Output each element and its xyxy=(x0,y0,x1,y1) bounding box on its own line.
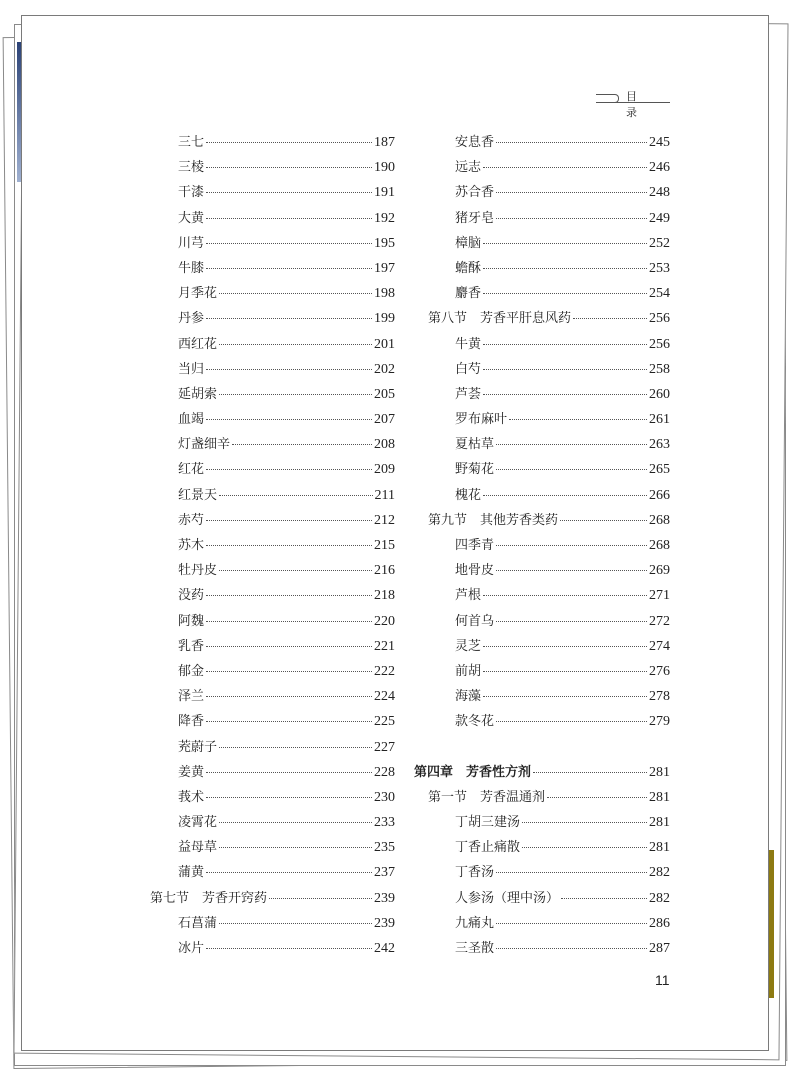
toc-item-entry[interactable] xyxy=(150,836,395,861)
dot-leader xyxy=(496,721,647,722)
dot-leader xyxy=(560,520,647,521)
toc-entry-title: 芦根 xyxy=(455,588,482,604)
toc-item-entry[interactable] xyxy=(150,685,395,710)
toc-entry-page: 211 xyxy=(374,487,395,503)
toc-entry-title: 延胡索 xyxy=(178,386,218,402)
toc-item-entry[interactable] xyxy=(150,232,395,257)
dot-leader xyxy=(206,469,372,470)
dot-leader xyxy=(232,444,372,445)
toc-entry-title: 樟脑 xyxy=(455,235,482,251)
toc-section-entry[interactable] xyxy=(414,786,670,811)
toc-entry-title: 郁金 xyxy=(178,663,205,679)
toc-entry-title: 何首乌 xyxy=(455,613,495,629)
toc-entry-page: 191 xyxy=(374,185,395,201)
toc-entry-page: 278 xyxy=(649,689,670,705)
toc-entry-page: 190 xyxy=(374,160,395,176)
toc-entry-title: 第一节 芳香温通剂 xyxy=(428,789,546,805)
dot-leader xyxy=(206,696,372,697)
toc-entry-title: 人参汤（理中汤） xyxy=(455,890,560,906)
toc-entry-title: 凌霄花 xyxy=(178,815,218,831)
dot-leader xyxy=(496,469,647,470)
toc-entry-page: 245 xyxy=(649,135,670,150)
dot-leader xyxy=(206,268,372,269)
toc-entry-page: 254 xyxy=(649,286,670,302)
toc-entry-page: 239 xyxy=(374,890,395,906)
toc-entry-page: 228 xyxy=(374,764,395,780)
toc-entry-page: 216 xyxy=(374,563,395,579)
toc-entry-page: 197 xyxy=(374,260,395,276)
toc-entry-page: 242 xyxy=(374,941,395,956)
toc-item-entry[interactable] xyxy=(150,333,395,358)
toc-entry-page: 281 xyxy=(649,764,670,780)
toc-entry-title: 第七节 芳香开窍药 xyxy=(150,890,268,906)
toc-entry-title: 第九节 其他芳香类药 xyxy=(428,512,559,528)
toc-entry-page: 207 xyxy=(374,412,395,428)
dot-leader xyxy=(496,142,647,143)
dot-leader xyxy=(206,243,372,244)
dot-leader xyxy=(206,948,372,949)
toc-entry-title: 地骨皮 xyxy=(455,563,495,579)
toc-item-entry[interactable] xyxy=(150,509,395,534)
toc-entry-title: 海藻 xyxy=(455,689,482,705)
toc-item-entry[interactable] xyxy=(150,912,395,937)
toc-spacer xyxy=(414,736,670,761)
dot-leader xyxy=(206,772,372,773)
toc-item-entry[interactable] xyxy=(150,736,395,761)
toc-entry-title: 安息香 xyxy=(455,135,495,150)
toc-entry-page: 246 xyxy=(649,160,670,176)
toc-item-entry[interactable] xyxy=(414,534,670,559)
dot-leader xyxy=(219,923,372,924)
toc-entry-title: 血竭 xyxy=(178,412,205,428)
toc-item-entry[interactable] xyxy=(414,484,670,509)
toc-entry-page: 205 xyxy=(374,386,395,402)
toc-entry-page: 195 xyxy=(374,235,395,251)
toc-item-entry[interactable] xyxy=(414,811,670,836)
toc-entry-page: 287 xyxy=(649,941,670,956)
toc-entry-title: 大黄 xyxy=(178,210,205,226)
toc-item-entry[interactable] xyxy=(150,257,395,282)
dot-leader xyxy=(483,243,647,244)
toc-entry-page: 202 xyxy=(374,361,395,377)
toc-item-entry[interactable] xyxy=(414,937,670,962)
toc-item-entry[interactable] xyxy=(414,358,670,383)
dot-leader xyxy=(219,747,372,748)
dot-leader xyxy=(522,847,647,848)
toc-entry-page: 260 xyxy=(649,386,670,402)
toc-entry-page: 282 xyxy=(649,865,670,881)
dot-leader xyxy=(496,948,647,949)
toc-entry-page: 212 xyxy=(374,512,395,528)
dot-leader xyxy=(483,495,647,496)
dot-leader xyxy=(483,369,647,370)
toc-entry-page: 258 xyxy=(649,361,670,377)
toc-entry-title: 牛黄 xyxy=(455,336,482,352)
toc-entry-page: 281 xyxy=(649,840,670,856)
dot-leader xyxy=(219,293,372,294)
dot-leader xyxy=(522,822,647,823)
toc-item-entry[interactable] xyxy=(150,156,395,181)
toc-entry-page: 198 xyxy=(374,286,395,302)
dot-leader xyxy=(496,192,647,193)
dot-leader xyxy=(496,218,647,219)
toc-item-entry[interactable] xyxy=(150,282,395,307)
toc-entry-title: 槐花 xyxy=(455,487,482,503)
toc-item-entry[interactable] xyxy=(414,181,670,206)
toc-entry-page: 187 xyxy=(374,135,395,150)
toc-entry-page: 265 xyxy=(649,462,670,478)
toc-entry-page: 230 xyxy=(374,789,395,805)
toc-entry-title: 冰片 xyxy=(178,941,205,956)
dot-leader xyxy=(219,570,372,571)
dot-leader xyxy=(219,344,372,345)
toc-entry-page: 268 xyxy=(649,538,670,553)
dot-leader xyxy=(483,167,647,168)
dot-leader xyxy=(206,520,372,521)
dot-leader xyxy=(496,444,647,445)
toc-section-entry[interactable] xyxy=(414,307,670,332)
toc-entry-title: 当归 xyxy=(178,361,205,377)
toc-item-entry[interactable] xyxy=(414,610,670,635)
dot-leader xyxy=(219,847,372,848)
toc-item-entry[interactable] xyxy=(150,433,395,458)
header-title: 目录 xyxy=(626,90,651,119)
toc-item-entry[interactable] xyxy=(150,307,395,332)
toc-item-entry[interactable] xyxy=(414,408,670,433)
toc-item-entry[interactable] xyxy=(150,383,395,408)
toc-item-entry[interactable] xyxy=(414,912,670,937)
dot-leader xyxy=(547,797,647,798)
dot-leader xyxy=(496,621,647,622)
dot-leader xyxy=(206,646,372,647)
toc-entry-title: 灯盏细辛 xyxy=(178,437,231,453)
toc-item-entry[interactable] xyxy=(150,458,395,483)
toc-item-entry[interactable] xyxy=(150,559,395,584)
toc-entry-page: 269 xyxy=(649,563,670,579)
toc-entry-title: 野菊花 xyxy=(455,462,495,478)
running-header xyxy=(596,88,670,119)
toc-item-entry[interactable] xyxy=(150,484,395,509)
toc-entry-title: 莪术 xyxy=(178,789,205,805)
toc-entry-title: 丁胡三建汤 xyxy=(455,815,521,831)
dot-leader xyxy=(533,772,647,773)
toc-entry-title: 西红花 xyxy=(178,336,218,352)
toc-entry-title: 九痛丸 xyxy=(455,915,495,931)
toc-section-entry[interactable] xyxy=(150,887,395,912)
toc-item-entry[interactable] xyxy=(414,836,670,861)
dot-leader xyxy=(483,595,647,596)
toc-entry-title: 四季青 xyxy=(455,538,495,553)
dot-leader xyxy=(206,142,372,143)
toc-entry-page: 225 xyxy=(374,714,395,730)
dot-leader xyxy=(483,646,647,647)
toc-entry-page: 218 xyxy=(374,588,395,604)
toc-entry-page: 235 xyxy=(374,840,395,856)
dot-leader xyxy=(483,394,647,395)
dot-leader xyxy=(483,696,647,697)
toc-item-entry[interactable] xyxy=(414,257,670,282)
dot-leader xyxy=(206,545,372,546)
toc-entry-title: 第八节 芳香平肝息风药 xyxy=(428,311,572,327)
toc-entry-page: 279 xyxy=(649,714,670,730)
dot-leader xyxy=(496,923,647,924)
toc-entry-page: 233 xyxy=(374,815,395,831)
toc-item-entry[interactable] xyxy=(414,660,670,685)
toc-entry-page: 208 xyxy=(374,437,395,453)
toc-item-entry[interactable] xyxy=(414,232,670,257)
toc-entry-title: 苏合香 xyxy=(455,185,495,201)
toc-item-entry[interactable] xyxy=(414,207,670,232)
toc-entry-page: 199 xyxy=(374,311,395,327)
toc-entry-page: 286 xyxy=(649,915,670,931)
toc-right-column xyxy=(414,131,670,962)
dot-leader xyxy=(483,671,647,672)
dot-leader xyxy=(496,570,647,571)
toc-entry-page: 281 xyxy=(649,815,670,831)
toc-chapter-entry[interactable] xyxy=(414,761,670,786)
toc-entry-page: 222 xyxy=(374,663,395,679)
toc-item-entry[interactable] xyxy=(150,131,395,156)
toc-entry-title: 阿魏 xyxy=(178,613,205,629)
toc-entry-title: 丁香汤 xyxy=(455,865,495,881)
toc-entry-page: 239 xyxy=(374,915,395,931)
toc-entry-title: 三棱 xyxy=(178,160,205,176)
toc-item-entry[interactable] xyxy=(414,710,670,735)
toc-entry-title: 姜黄 xyxy=(178,764,205,780)
toc-item-entry[interactable] xyxy=(414,861,670,886)
dot-leader xyxy=(496,872,647,873)
toc-entry-page: 261 xyxy=(649,412,670,428)
toc-item-entry[interactable] xyxy=(414,685,670,710)
toc-item-entry[interactable] xyxy=(150,207,395,232)
toc-item-entry[interactable] xyxy=(150,534,395,559)
toc-entry-title: 苏木 xyxy=(178,538,205,553)
toc-entry-title: 月季花 xyxy=(178,286,218,302)
toc-entry-page: 220 xyxy=(374,613,395,629)
dot-leader xyxy=(206,621,372,622)
toc-item-entry[interactable] xyxy=(150,786,395,811)
toc-entry-page: 268 xyxy=(649,512,670,528)
toc-entry-page: 221 xyxy=(374,638,395,654)
toc-entry-title: 猪牙皂 xyxy=(455,210,495,226)
dot-leader xyxy=(573,318,647,319)
toc-entry-title: 麝香 xyxy=(455,286,482,302)
dot-leader xyxy=(206,595,372,596)
toc-entry-title: 灵芝 xyxy=(455,638,482,654)
toc-item-entry[interactable] xyxy=(150,635,395,660)
dot-leader xyxy=(483,268,647,269)
toc-entry-page: 224 xyxy=(374,689,395,705)
toc-entry-title: 丁香止痛散 xyxy=(455,840,521,856)
toc-entry-title: 三圣散 xyxy=(455,941,495,956)
toc-item-entry[interactable] xyxy=(414,458,670,483)
toc-entry-title: 石菖蒲 xyxy=(178,915,218,931)
dot-leader xyxy=(219,495,373,496)
toc-entry-title: 牡丹皮 xyxy=(178,563,218,579)
toc-entry-title: 第四章 芳香性方剂 xyxy=(414,764,532,780)
toc-entry-title: 干漆 xyxy=(178,185,205,201)
toc-item-entry[interactable] xyxy=(150,937,395,962)
toc-entry-title: 蟾酥 xyxy=(455,260,482,276)
toc-entry-title: 蒲黄 xyxy=(178,865,205,881)
toc-item-entry[interactable] xyxy=(414,156,670,181)
toc-entry-page: 282 xyxy=(649,890,670,906)
toc-item-entry[interactable] xyxy=(414,383,670,408)
dot-leader xyxy=(483,344,647,345)
toc-item-entry[interactable] xyxy=(150,811,395,836)
toc-item-entry[interactable] xyxy=(414,131,670,156)
toc-item-entry[interactable] xyxy=(414,282,670,307)
toc-item-entry[interactable] xyxy=(150,408,395,433)
toc-entry-page: 253 xyxy=(649,260,670,276)
toc-entry-title: 红花 xyxy=(178,462,205,478)
toc-entry-title: 红景天 xyxy=(178,487,218,503)
toc-item-entry[interactable] xyxy=(150,761,395,786)
toc-entry-page: 263 xyxy=(649,437,670,453)
toc-item-entry[interactable] xyxy=(150,181,395,206)
toc-item-entry[interactable] xyxy=(414,333,670,358)
toc-left-column xyxy=(150,131,395,962)
toc-entry-page: 256 xyxy=(649,311,670,327)
toc-entry-page: 248 xyxy=(649,185,670,201)
toc-item-entry[interactable] xyxy=(414,433,670,458)
toc-item-entry[interactable] xyxy=(150,660,395,685)
dot-leader xyxy=(219,394,372,395)
toc-item-entry[interactable] xyxy=(414,584,670,609)
dot-leader xyxy=(483,293,647,294)
toc-entry-title: 泽兰 xyxy=(178,689,205,705)
toc-section-entry[interactable] xyxy=(414,509,670,534)
toc-entry-title: 乳香 xyxy=(178,638,205,654)
dot-leader xyxy=(509,419,647,420)
toc-entry-page: 276 xyxy=(649,663,670,679)
toc-entry-title: 夏枯草 xyxy=(455,437,495,453)
dot-leader xyxy=(219,822,372,823)
toc-entry-page: 237 xyxy=(374,865,395,881)
toc-entry-page: 256 xyxy=(649,336,670,352)
toc-item-entry[interactable] xyxy=(150,710,395,735)
toc-entry-page: 281 xyxy=(649,789,670,805)
toc-item-entry[interactable] xyxy=(414,887,670,912)
toc-item-entry[interactable] xyxy=(414,559,670,584)
toc-entry-page: 192 xyxy=(374,210,395,226)
toc-entry-title: 益母草 xyxy=(178,840,218,856)
toc-entry-title: 茺蔚子 xyxy=(178,739,218,755)
toc-item-entry[interactable] xyxy=(150,861,395,886)
toc-entry-page: 209 xyxy=(374,462,395,478)
dot-leader xyxy=(269,898,372,899)
dot-leader xyxy=(206,167,372,168)
dot-leader xyxy=(206,872,372,873)
dot-leader xyxy=(206,318,372,319)
toc-entry-title: 三七 xyxy=(178,135,205,150)
toc-entry-title: 降香 xyxy=(178,714,205,730)
toc-entry-page: 252 xyxy=(649,235,670,251)
toc-entry-title: 白芍 xyxy=(455,361,482,377)
dot-leader xyxy=(496,545,647,546)
toc-item-entry[interactable] xyxy=(414,635,670,660)
dot-leader xyxy=(206,192,372,193)
toc-entry-title: 赤芍 xyxy=(178,512,205,528)
toc-entry-title: 芦荟 xyxy=(455,386,482,402)
toc-entry-page: 272 xyxy=(649,613,670,629)
dot-leader xyxy=(206,671,372,672)
toc-entry-page: 274 xyxy=(649,638,670,654)
toc-entry-title: 牛膝 xyxy=(178,260,205,276)
toc-entry-page: 266 xyxy=(649,487,670,503)
toc-entry-title: 远志 xyxy=(455,160,482,176)
dot-leader xyxy=(206,419,372,420)
dot-leader xyxy=(206,218,372,219)
dot-leader xyxy=(561,898,647,899)
toc-entry-title: 川芎 xyxy=(178,235,205,251)
toc-entry-page: 201 xyxy=(374,336,395,352)
dot-leader xyxy=(206,369,372,370)
page-number: 11 xyxy=(655,972,670,988)
toc-entry-title: 丹参 xyxy=(178,311,205,327)
toc-entry-title: 前胡 xyxy=(455,663,482,679)
toc-item-entry[interactable] xyxy=(150,610,395,635)
toc-entry-page: 249 xyxy=(649,210,670,226)
dot-leader xyxy=(206,721,372,722)
toc-entry-page: 215 xyxy=(374,538,395,553)
toc-item-entry[interactable] xyxy=(150,584,395,609)
toc-entry-page: 227 xyxy=(374,739,395,755)
toc-entry-title: 罗布麻叶 xyxy=(455,412,508,428)
toc-entry-title: 款冬花 xyxy=(455,714,495,730)
dot-leader xyxy=(206,797,372,798)
toc-entry-page: 271 xyxy=(649,588,670,604)
toc-entry-title: 没药 xyxy=(178,588,205,604)
toc-item-entry[interactable] xyxy=(150,358,395,383)
